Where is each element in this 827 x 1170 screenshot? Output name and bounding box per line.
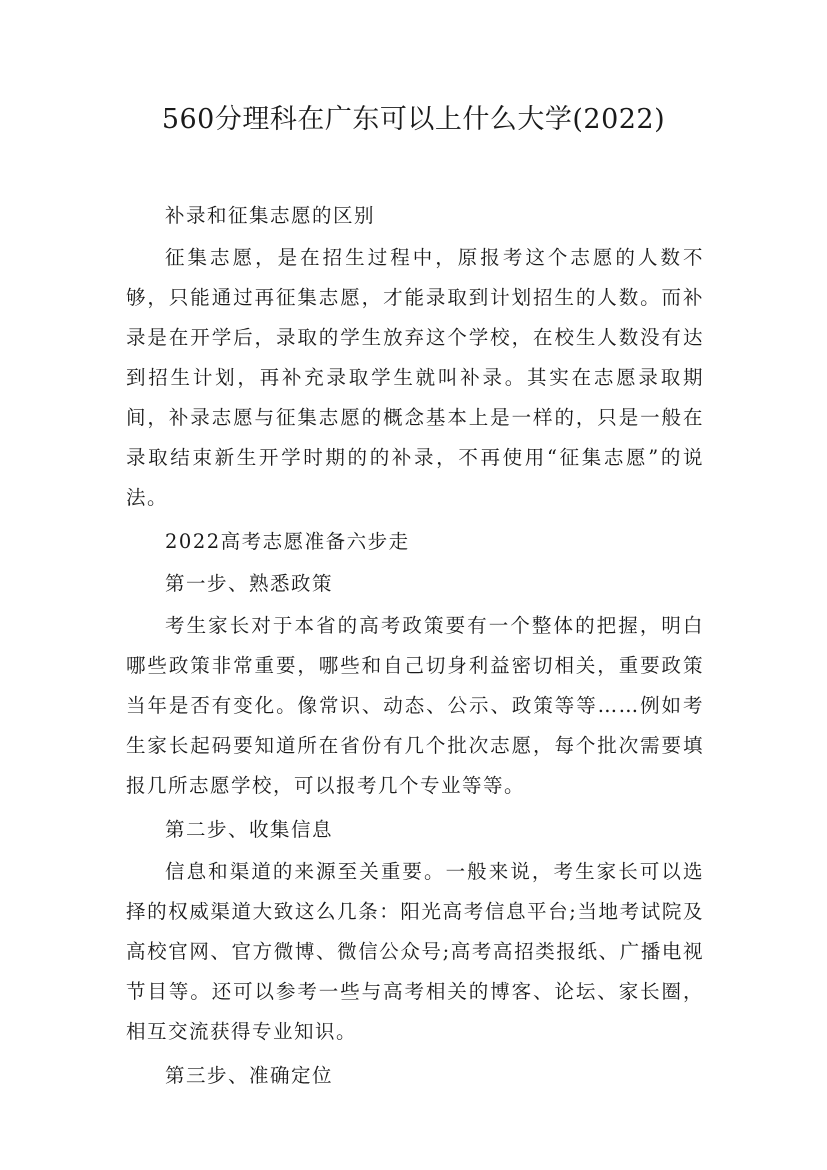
section-heading-difference: 补录和征集志愿的区别 xyxy=(165,204,376,227)
step-heading-2: 第二步、收集信息 xyxy=(165,818,334,841)
step-heading-1: 第一步、熟悉政策 xyxy=(165,572,334,595)
document-body xyxy=(126,196,704,1098)
paragraph-step-1: 考生家长对于本省的高考政策要有一个整体的把握，明白哪些政策非常重要，哪些和自己切身利益密切相关，重要政策当年是否有变化。像常识、动态、公示、政策等等……例如考生家长起码要知道所在省份有几个批次志愿，每个批次需要填报几所志愿学校，可以报考几个专业等等。 xyxy=(126,614,704,797)
section-heading-six-steps: 2022高考志愿准备六步走 xyxy=(165,530,410,553)
paragraph-difference-explanation: 征集志愿，是在招生过程中，原报考这个志愿的人数不够，只能通过再征集志愿，才能录取到计划招生的人数。而补录是在开学后，录取的学生放弃这个学校，在校生人数没有达到招生计划，再补充录取学生就叫补录。其实在志愿录取期间，补录志愿与征集志愿的概念基本上是一样的，只是一般在录取结束新生开学时期的的补录，不再使用“征集志愿”的说法。 xyxy=(126,246,704,509)
document-title: 560分理科在广东可以上什么大学(2022) xyxy=(161,104,666,135)
paragraph-step-2: 信息和渠道的来源至关重要。一般来说，考生家长可以选择的权威渠道大致这么几条：阳光高考信息平台;当地考试院及高校官网、官方微博、微信公众号;高考高招类报纸、广播电视节目等。还可以参考一些与高考相关的博客、论坛、家长圈，相互交流获得专业知识。 xyxy=(126,860,704,1043)
step-heading-3: 第三步、准确定位 xyxy=(165,1064,334,1087)
